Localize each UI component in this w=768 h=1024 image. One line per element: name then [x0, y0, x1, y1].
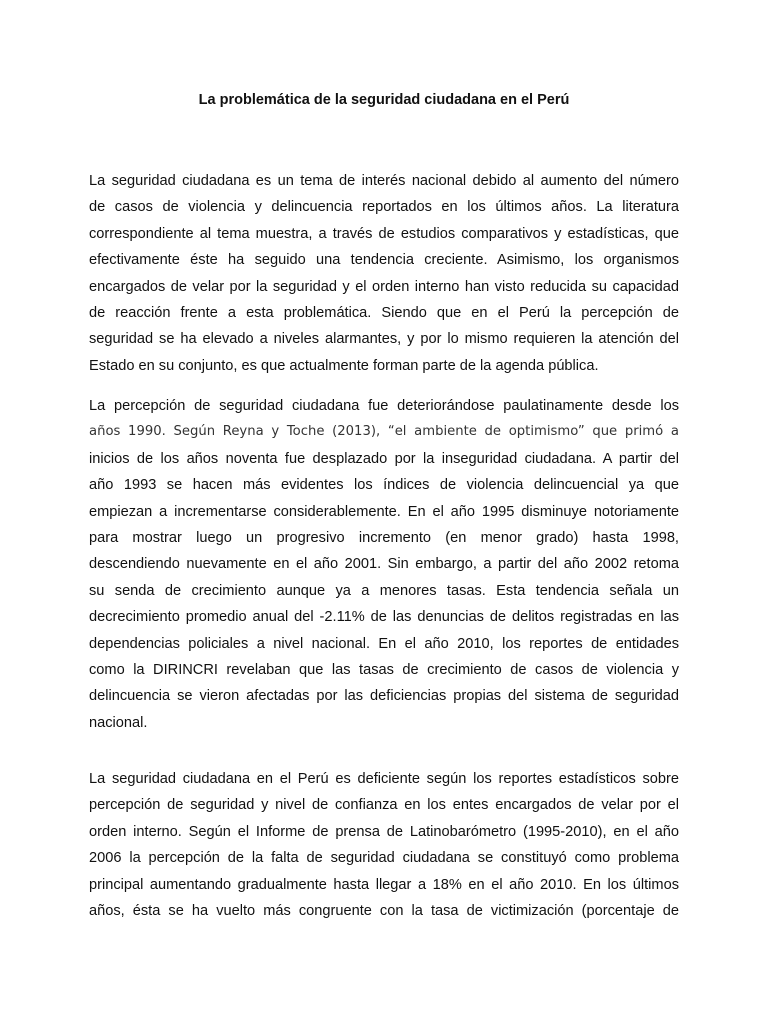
paragraph-3	[89, 766, 679, 924]
text-line: La seguridad ciudadana en el Perú es deficiente según los reportes estadísticos sobre	[89, 771, 679, 787]
text-line: delincuencia se vieron afectadas por las deficiencias propias del sistema de seguridad	[89, 688, 679, 705]
text-line: para mostrar luego un progresivo incremento (en menor grado) hasta 1998,	[89, 529, 679, 546]
text-line: dependencias policiales a nivel nacional. En el año 2010, los reportes de entidades	[89, 635, 679, 652]
text-line: empiezan a incrementarse considerablemente. En el año 1995 disminuye notoriamente	[89, 503, 679, 520]
text-line: año 1993 se hacen más evidentes los índices de violencia delincuencial ya que	[89, 477, 679, 494]
text-line: Estado en su conjunto, es que actualmente forman parte de la agenda pública.	[89, 357, 599, 374]
text-line: La seguridad ciudadana es un tema de interés nacional debido al aumento del número	[89, 173, 679, 189]
text-line: años, ésta se ha vuelto más congruente con la tasa de victimización (porcentaje de	[89, 902, 679, 919]
text-line: su senda de crecimiento aunque ya a menores tasas. Esta tendencia señala un	[89, 582, 679, 599]
text-line: efectivamente éste ha seguido una tendencia creciente. Asimismo, los organismos	[89, 252, 679, 269]
text-line: nacional.	[89, 714, 148, 731]
paragraph-1	[89, 168, 679, 379]
document-title: La problemática de la seguridad ciudadana en el Perú	[198, 92, 570, 108]
text-line: años 1990. Según Reyna y Toche (2013), “el ambiente de optimismo” que primó a	[89, 424, 679, 440]
text-line: de casos de violencia y delincuencia reportados en los últimos años. La literatura	[89, 199, 679, 216]
text-line: decrecimiento promedio anual del -2.11% de las denuncias de delitos registradas en las	[89, 609, 679, 626]
text-line: 2006 la percepción de la falta de seguridad ciudadana se constituyó como problema	[89, 850, 679, 867]
text-line: orden interno. Según el Informe de prensa de Latinobarómetro (1995-2010), en el año	[89, 823, 679, 840]
text-line: como la DIRINCRI revelaban que las tasas de crecimiento de casos de violencia y	[89, 661, 679, 678]
text-line: seguridad se ha elevado a niveles alarmantes, y por lo mismo requieren la atención del	[89, 331, 679, 348]
text-line: inicios de los años noventa fue desplazado por la inseguridad ciudadana. A partir del	[89, 450, 679, 467]
text-line: principal aumentando gradualmente hasta llegar a 18% en el año 2010. En los últimos	[89, 876, 679, 893]
text-line: correspondiente al tema muestra, a través de estudios comparativos y estadísticas, que	[89, 225, 679, 242]
text-line: encargados de velar por la seguridad y el orden interno han visto reducida su capacidad	[89, 278, 679, 295]
text-line: de reacción frente a esta problemática. Siendo que en el Perú la percepción de	[89, 304, 679, 321]
text-line: percepción de seguridad y nivel de confianza en los entes encargados de velar por el	[89, 797, 679, 814]
text-line: La percepción de seguridad ciudadana fue deteriorándose paulatinamente desde los	[89, 398, 679, 414]
text-line: descendiendo nuevamente en el año 2001. Sin embargo, a partir del año 2002 retoma	[89, 556, 679, 573]
paragraph-2	[89, 393, 679, 736]
